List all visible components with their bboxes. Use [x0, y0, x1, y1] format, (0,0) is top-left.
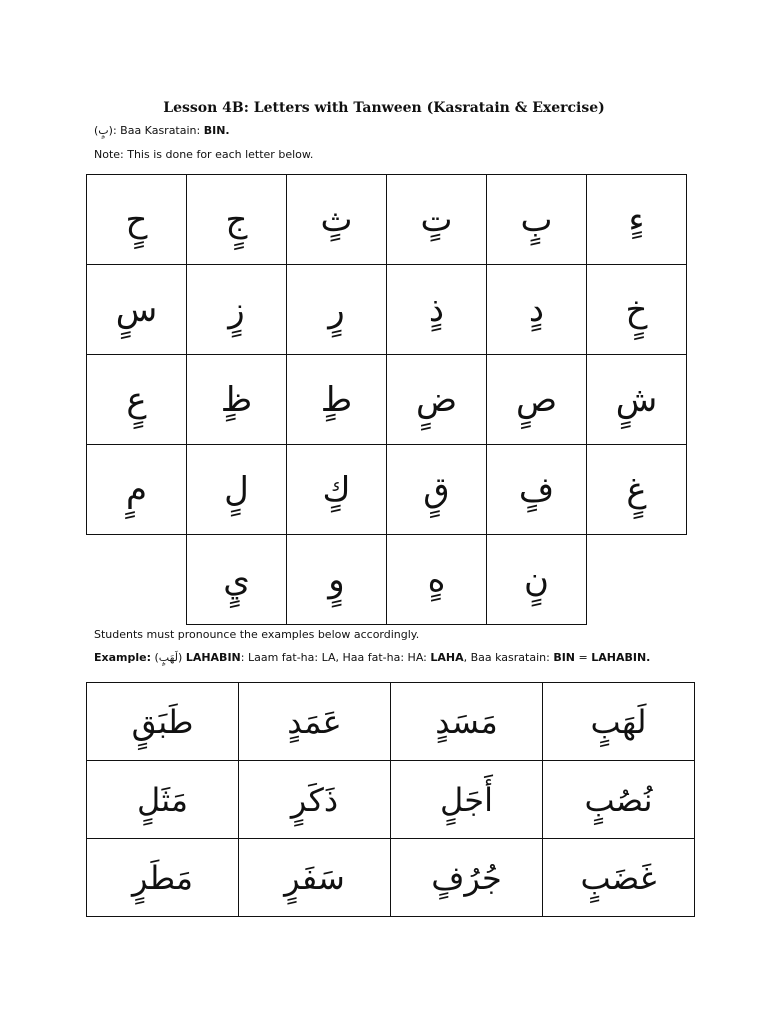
word-row	[87, 761, 695, 839]
letter-cell: ذٍ	[387, 265, 487, 355]
letter-cell: وٍ	[287, 535, 387, 625]
word-cell: لَهَبٍ	[543, 683, 695, 761]
word-cell: سَفَرٍ	[239, 839, 391, 917]
word-cell: عَمَدٍ	[239, 683, 391, 761]
word-cell: مَثَلٍ	[87, 761, 239, 839]
letter-cell: رٍ	[287, 265, 387, 355]
example-text: : Laam fat-ha: LA, Haa fat-ha: HA:	[240, 651, 431, 664]
example-text2: , Baa kasratain:	[463, 651, 554, 664]
sample-sound: BIN.	[203, 124, 230, 137]
letter-cell: تٍ	[387, 175, 487, 265]
word-cell: مَسَدٍ	[391, 683, 543, 761]
word-cell: طَبَقٍ	[87, 683, 239, 761]
letter-cell: ءٍ	[587, 175, 687, 265]
example-bin: BIN	[553, 651, 576, 664]
letter-cell: شٍ	[587, 355, 687, 445]
letter-cell: حٍ	[87, 175, 187, 265]
example-result: LAHABIN.	[591, 651, 651, 664]
example-label: Example:	[94, 651, 151, 664]
example-name: LAHABIN	[185, 651, 241, 664]
letter-cell: كٍ	[287, 445, 387, 535]
letter-cell: قٍ	[387, 445, 487, 535]
word-row	[87, 839, 695, 917]
letter-row	[87, 535, 687, 625]
word-cell: نُصُبٍ	[543, 761, 695, 839]
letter-cell: نٍ	[487, 535, 587, 625]
empty-cell	[587, 535, 687, 625]
letter-cell: ظٍ	[187, 355, 287, 445]
letter-row	[87, 355, 687, 445]
letter-grid	[86, 174, 687, 625]
letter-cell: هٍ	[387, 535, 487, 625]
sample-letter: (بٍ)	[94, 124, 113, 137]
letter-cell: غٍ	[587, 445, 687, 535]
letter-cell: عٍ	[87, 355, 187, 445]
word-cell: مَطَرٍ	[87, 839, 239, 917]
letter-cell: جٍ	[187, 175, 287, 265]
example-line	[94, 651, 650, 664]
word-cell: غَضَبٍ	[543, 839, 695, 917]
example-laha: LAHA	[430, 651, 464, 664]
word-grid	[86, 682, 695, 917]
letter-cell: طٍ	[287, 355, 387, 445]
letter-row	[87, 265, 687, 355]
lesson-title: Lesson 4B: Letters with Tanween (Kasratain & Exercise)	[163, 100, 605, 116]
word-row	[87, 683, 695, 761]
letter-cell: خٍ	[587, 265, 687, 355]
letter-cell: ثٍ	[287, 175, 387, 265]
word-cell: جُرُفٍ	[391, 839, 543, 917]
word-cell: أَجَلٍ	[391, 761, 543, 839]
empty-cell	[87, 535, 187, 625]
letter-cell: فٍ	[487, 445, 587, 535]
letter-cell: ضٍ	[387, 355, 487, 445]
letter-row	[87, 175, 687, 265]
letter-cell: يٍ	[187, 535, 287, 625]
example-word: (لَهَبٍ)	[154, 651, 183, 664]
students-instruction: Students must pronounce the examples below accordingly.	[94, 628, 420, 641]
letter-cell: سٍ	[87, 265, 187, 355]
sample-line	[94, 124, 230, 137]
example-eq: =	[575, 651, 592, 664]
letter-cell: بٍ	[487, 175, 587, 265]
letter-cell: مٍ	[87, 445, 187, 535]
note-text: Note: This is done for each letter below.	[94, 148, 314, 161]
letter-cell: لٍ	[187, 445, 287, 535]
word-cell: ذَكَرٍ	[239, 761, 391, 839]
sample-text: : Baa Kasratain:	[112, 124, 204, 137]
letter-cell: زٍ	[187, 265, 287, 355]
letter-row	[87, 445, 687, 535]
letter-cell: صٍ	[487, 355, 587, 445]
letter-cell: دٍ	[487, 265, 587, 355]
